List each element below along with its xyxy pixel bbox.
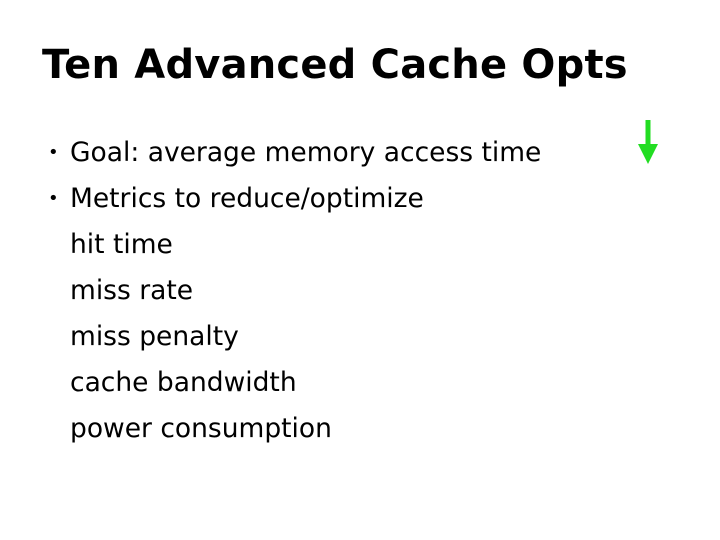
bullet-marker: • [48, 142, 59, 163]
bullet-goal [48, 130, 688, 176]
slide-title: Ten Advanced Cache Opts [42, 42, 628, 88]
metric-item-power-consumption: power consumption [70, 413, 332, 444]
bullet-metrics-text: Metrics to reduce/optimize [70, 183, 424, 214]
bullet-metrics [48, 176, 688, 222]
bullet-goal-text: Goal: average memory access time [70, 137, 542, 168]
bullet-marker: • [48, 188, 59, 209]
bullet-list [48, 130, 688, 452]
metric-item-cache-bandwidth: cache bandwidth [70, 367, 297, 398]
metric-item-hit-time: hit time [70, 229, 173, 260]
down-arrow-icon [638, 120, 658, 164]
metric-item-miss-rate: miss rate [70, 275, 194, 306]
metric-item-miss-penalty: miss penalty [70, 321, 239, 352]
